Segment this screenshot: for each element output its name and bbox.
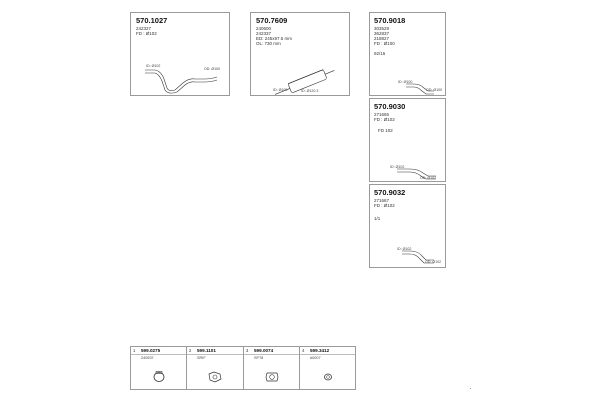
spec-line: 242337: [256, 31, 272, 36]
note-text: 1/1: [374, 216, 381, 221]
accessory-cell[interactable]: [187, 347, 244, 389]
spec-line: 303529: [374, 26, 390, 31]
part-card-570-9030[interactable]: [369, 98, 446, 182]
accessory-part-number: 599.0275: [141, 348, 161, 353]
ring-icon: [320, 371, 336, 383]
accessory-index: 4: [302, 348, 305, 353]
dimension-label: ID: Ø102: [390, 165, 405, 169]
exhaust-pipe-drawing: [131, 13, 231, 97]
part-number: 570.9018: [374, 16, 406, 25]
accessory-part-number: 599.0074: [254, 348, 274, 353]
accessory-strip: [130, 346, 356, 390]
part-card-570-7609[interactable]: [250, 12, 350, 96]
part-number: 570.7609: [256, 16, 288, 25]
spec-line: ED: 245x97.5 mm: [256, 36, 293, 41]
part-number: 570.1027: [136, 16, 168, 25]
spec-line: OL: 730 mm: [256, 41, 281, 46]
exhaust-pipe-drawing: [370, 99, 447, 183]
accessory-cell[interactable]: [300, 347, 355, 389]
spec-line: 240600: [256, 26, 272, 31]
accessory-index: 2: [189, 348, 192, 353]
spec-line: FD : Ø102: [374, 203, 395, 208]
exhaust-pipe-drawing: [370, 13, 447, 97]
note-text: 92/16: [374, 51, 386, 56]
exhaust-pipe-drawing: [370, 185, 447, 269]
accessory-part-number: 599.1101: [197, 348, 216, 353]
dimension-label: ID: Ø102: [146, 64, 161, 68]
page-mark: [470, 388, 471, 389]
dimension-label: ID: Ø100: [273, 88, 288, 92]
accessory-index: 1: [133, 348, 136, 353]
muffler-drawing: [251, 13, 351, 97]
part-card-570-9018[interactable]: [369, 12, 446, 96]
accessory-cell[interactable]: [131, 347, 187, 389]
accessory-subcode: SRIF: [197, 356, 206, 360]
spec-line: 271665: [374, 112, 390, 117]
accessory-cell[interactable]: [244, 347, 300, 389]
dimension-label: OD: Ø102: [420, 176, 437, 180]
dimension-label: ID: Ø102: [397, 247, 412, 251]
spec-line: FD : Ø102: [136, 31, 157, 36]
spec-line: FD : Ø102: [374, 117, 395, 122]
dimension-label: ID: Ø120.3: [301, 89, 319, 93]
clamp-icon: [151, 371, 167, 383]
dimension-label: OD: Ø102: [425, 260, 442, 264]
dimension-label: OD: Ø100: [426, 88, 443, 92]
flange-icon: [264, 371, 280, 383]
spec-line: 218827: [374, 36, 390, 41]
accessory-subcode: #0007: [310, 356, 321, 360]
part-card-570-9032[interactable]: [369, 184, 446, 268]
note-text: FD 102: [378, 128, 393, 133]
spec-line: FD : Ø100: [374, 41, 395, 46]
dimension-label: OD: Ø100: [204, 67, 221, 71]
accessory-subcode: 240537: [141, 356, 154, 360]
accessory-part-number: 599.3412: [310, 348, 330, 353]
spec-line: 362837: [374, 31, 390, 36]
accessory-index: 3: [246, 348, 249, 353]
dimension-label: ID: Ø100: [398, 80, 413, 84]
part-number: 570.9030: [374, 102, 406, 111]
part-number: 570.9032: [374, 188, 406, 197]
accessory-subcode: SP78: [254, 356, 264, 360]
spec-line: 242327: [136, 26, 152, 31]
gasket-icon: [207, 371, 223, 383]
part-card-570-1027[interactable]: [130, 12, 230, 96]
spec-line: 271667: [374, 198, 390, 203]
